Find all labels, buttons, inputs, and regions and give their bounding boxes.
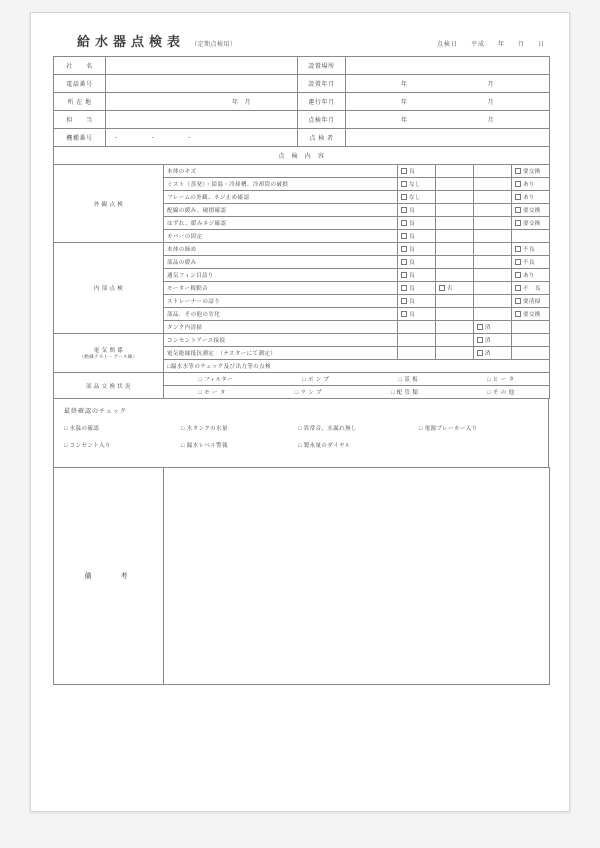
install-date-field[interactable] bbox=[346, 75, 550, 93]
part-option-other[interactable]: □ そ の 他 bbox=[487, 390, 515, 396]
item-label: 通気フィン目詰り bbox=[164, 269, 398, 282]
checkbox-icon[interactable] bbox=[515, 220, 521, 226]
day-unit-label: 日 bbox=[537, 42, 545, 48]
check-blank[interactable] bbox=[474, 217, 512, 230]
check-option-label: 否 bbox=[447, 286, 453, 292]
checkbox-icon[interactable] bbox=[401, 311, 407, 317]
check-blank[interactable] bbox=[398, 347, 436, 360]
part-option-board[interactable]: □ 基 板 bbox=[398, 377, 418, 383]
item-label-wide[interactable]: □漏水水等のチェック及び出力等の点検 bbox=[164, 360, 550, 373]
check-option[interactable] bbox=[398, 295, 436, 308]
check-blank[interactable] bbox=[436, 178, 474, 191]
operation-month-unit: 月 bbox=[487, 100, 495, 106]
check-option[interactable] bbox=[512, 165, 550, 178]
check-year-unit: 年 bbox=[400, 118, 408, 124]
check-option[interactable] bbox=[512, 178, 550, 191]
part-option-pump[interactable]: □ ポ ン プ bbox=[302, 377, 330, 383]
item-label: 配線の緩み、破損確認 bbox=[164, 204, 398, 217]
check-option-label: あり bbox=[523, 195, 535, 201]
address-unit-a: 年 bbox=[231, 100, 239, 106]
check-option[interactable] bbox=[398, 191, 436, 204]
item-label: はずれ、緩みネジ確認 bbox=[164, 217, 398, 230]
check-option-label: あり bbox=[523, 182, 535, 188]
table-row bbox=[54, 243, 550, 256]
part-option-lamp[interactable]: □ ラ ン プ bbox=[294, 390, 322, 396]
parts-row-1[interactable] bbox=[164, 373, 550, 386]
check-blank[interactable] bbox=[436, 321, 474, 334]
check-option[interactable] bbox=[398, 243, 436, 256]
checkbox-icon[interactable] bbox=[401, 246, 407, 252]
final-check-ice-dial[interactable]: □ 製氷量のダイヤル bbox=[298, 443, 351, 449]
item-label: フレームの外観、ネジ止め確認 bbox=[164, 191, 398, 204]
part-option-filter[interactable]: □ フィルター bbox=[198, 377, 234, 383]
check-option[interactable] bbox=[398, 282, 436, 295]
operation-date-label: 運行年月 bbox=[298, 93, 346, 111]
final-checks-row-1 bbox=[64, 424, 538, 432]
check-option-label: 良 bbox=[409, 273, 415, 279]
check-blank[interactable] bbox=[398, 334, 436, 347]
form-header bbox=[53, 31, 549, 56]
install-place-field[interactable] bbox=[346, 57, 550, 75]
check-option-label: 良 bbox=[409, 234, 415, 240]
table-row bbox=[54, 334, 550, 347]
check-option[interactable] bbox=[512, 295, 550, 308]
title-wrap bbox=[77, 31, 237, 50]
check-option-label: 良 bbox=[409, 169, 415, 175]
check-blank[interactable] bbox=[436, 269, 474, 282]
install-year-unit: 年 bbox=[400, 82, 408, 88]
checkbox-icon[interactable] bbox=[515, 168, 521, 174]
check-option[interactable] bbox=[474, 334, 512, 347]
section-bar-label: 点 検 内 容 bbox=[54, 147, 550, 165]
form-sheet bbox=[30, 12, 570, 812]
part-option-motor[interactable]: □ モ ー タ bbox=[198, 390, 226, 396]
check-blank[interactable] bbox=[512, 334, 550, 347]
checkbox-icon[interactable] bbox=[477, 324, 483, 330]
item-label: モーター稼動音 bbox=[164, 282, 398, 295]
check-option-label: 要清掃 bbox=[523, 299, 541, 305]
item-label: 本体の締め bbox=[164, 243, 398, 256]
checkbox-icon[interactable] bbox=[401, 207, 407, 213]
check-option-label: 良 bbox=[409, 260, 415, 266]
operation-year-unit: 年 bbox=[400, 100, 408, 106]
check-option[interactable] bbox=[512, 269, 550, 282]
group-electrical-subtitle: （絶縁テスト・アース線） bbox=[79, 354, 138, 359]
final-checks-row-2 bbox=[64, 441, 538, 449]
check-blank[interactable] bbox=[436, 165, 474, 178]
check-blank[interactable] bbox=[474, 256, 512, 269]
parts-row-2[interactable] bbox=[164, 386, 550, 399]
check-option-label: 要交換 bbox=[523, 169, 541, 175]
check-option[interactable] bbox=[398, 217, 436, 230]
era-label: 平成 bbox=[470, 42, 485, 48]
item-label: ミスト（蒸発）・給湯・冷却槽、冷却筒の破損 bbox=[164, 178, 398, 191]
model-dot-3: - bbox=[188, 134, 191, 141]
group-electrical-title: 電 気 関 係 bbox=[93, 348, 124, 354]
check-option-label: なし bbox=[409, 182, 421, 188]
item-label: 部品の緩み bbox=[164, 256, 398, 269]
check-option-label: 済 bbox=[485, 351, 491, 357]
check-option[interactable] bbox=[398, 308, 436, 321]
check-option[interactable] bbox=[512, 256, 550, 269]
checkbox-icon[interactable] bbox=[515, 194, 521, 200]
address-label: 所 在 地 bbox=[54, 93, 106, 111]
form-inner bbox=[53, 31, 549, 685]
checkbox-icon[interactable] bbox=[401, 298, 407, 304]
month-unit-label: 月 bbox=[517, 42, 525, 48]
check-blank[interactable] bbox=[512, 347, 550, 360]
group-internal-label: 内 部 点 検 bbox=[54, 243, 164, 334]
checkbox-icon[interactable] bbox=[401, 168, 407, 174]
check-option-label: 良 bbox=[409, 208, 415, 214]
check-blank[interactable] bbox=[474, 282, 512, 295]
final-check-outlet-on[interactable]: □ コンセント入り bbox=[64, 443, 111, 449]
year-unit-label: 年 bbox=[497, 42, 505, 48]
item-label: カバーの固定 bbox=[164, 230, 398, 243]
check-option-label: 済 bbox=[485, 325, 491, 331]
table-row bbox=[54, 373, 550, 386]
final-checks-title: 最終確認のチェック bbox=[64, 409, 127, 415]
memo-field[interactable] bbox=[164, 468, 550, 685]
table-row bbox=[54, 468, 550, 685]
check-blank[interactable] bbox=[436, 191, 474, 204]
check-option[interactable] bbox=[512, 308, 550, 321]
install-date-label: 設置年月 bbox=[298, 75, 346, 93]
check-option[interactable] bbox=[474, 321, 512, 334]
check-option-label: 良 bbox=[409, 221, 415, 227]
check-option[interactable] bbox=[398, 204, 436, 217]
checkbox-icon[interactable] bbox=[401, 194, 407, 200]
table-row bbox=[54, 75, 550, 93]
check-option-label: あり bbox=[523, 273, 535, 279]
model-dot-2: - bbox=[151, 134, 155, 141]
checkbox-icon[interactable] bbox=[439, 285, 445, 291]
table-row bbox=[54, 93, 550, 111]
table-row bbox=[54, 147, 550, 165]
check-option-label: 不良 bbox=[523, 247, 535, 253]
check-blank[interactable] bbox=[474, 178, 512, 191]
check-option-label: 要交換 bbox=[523, 208, 541, 214]
check-blank[interactable] bbox=[398, 321, 436, 334]
table-row bbox=[54, 129, 550, 147]
phone-label: 電話番号 bbox=[54, 75, 106, 93]
final-check-breaker-on[interactable]: □ 電源ブレーカー入り bbox=[419, 426, 478, 432]
check-option[interactable] bbox=[512, 243, 550, 256]
model-number-field[interactable] bbox=[106, 129, 298, 147]
group-electrical-label bbox=[54, 334, 164, 373]
checkbox-icon[interactable] bbox=[515, 272, 521, 278]
part-option-heater[interactable]: □ ヒ ー タ bbox=[487, 377, 515, 383]
item-label: 本体のキズ bbox=[164, 165, 398, 178]
inspector-field[interactable] bbox=[346, 129, 550, 147]
check-blank[interactable] bbox=[436, 256, 474, 269]
operation-date-field[interactable] bbox=[346, 93, 550, 111]
checkbox-icon[interactable] bbox=[515, 207, 521, 213]
final-check-no-noise-leak[interactable]: □ 異常音、水漏れ無し bbox=[298, 426, 357, 432]
check-date-field[interactable] bbox=[346, 111, 550, 129]
checkbox-icon[interactable] bbox=[401, 220, 407, 226]
check-blank[interactable] bbox=[474, 308, 512, 321]
check-blank[interactable] bbox=[436, 347, 474, 360]
check-blank[interactable] bbox=[436, 295, 474, 308]
checkbox-icon[interactable] bbox=[401, 272, 407, 278]
final-check-tank-level[interactable]: □ 水タンクの水量 bbox=[181, 426, 228, 432]
check-blank[interactable] bbox=[436, 243, 474, 256]
checkbox-icon[interactable] bbox=[401, 259, 407, 265]
check-blank[interactable] bbox=[512, 230, 550, 243]
model-number-label: 機種番号 bbox=[54, 129, 106, 147]
checkbox-icon[interactable] bbox=[515, 259, 521, 265]
check-option-label: 不 良 bbox=[523, 286, 541, 292]
address-unit-b: 月 bbox=[244, 100, 252, 106]
check-option[interactable] bbox=[398, 178, 436, 191]
check-option-label: 要交換 bbox=[523, 312, 541, 318]
staff-field[interactable] bbox=[106, 111, 298, 129]
staff-label: 担 当 bbox=[54, 111, 106, 129]
check-option[interactable] bbox=[512, 191, 550, 204]
page-subtitle: （定期点検用） bbox=[191, 42, 237, 48]
final-checks-panel bbox=[53, 399, 549, 468]
company-name-field[interactable] bbox=[106, 57, 298, 75]
check-option-label: 良 bbox=[409, 312, 415, 318]
check-blank[interactable] bbox=[474, 269, 512, 282]
check-option[interactable] bbox=[398, 269, 436, 282]
customer-info-table bbox=[53, 56, 550, 165]
item-label: タンク内清掃 bbox=[164, 321, 398, 334]
checkbox-icon[interactable] bbox=[515, 181, 521, 187]
item-label: コンセントアース接続 bbox=[164, 334, 398, 347]
memo-label: 備 考 bbox=[54, 468, 164, 685]
checkbox-icon[interactable] bbox=[477, 337, 483, 343]
date-prefix-label: 点検日 bbox=[436, 42, 458, 48]
checkbox-icon[interactable] bbox=[515, 311, 521, 317]
page-title: 給水器点検表 bbox=[77, 34, 186, 49]
final-check-water-temp[interactable]: □ 水温の確認 bbox=[64, 426, 100, 432]
checkbox-icon[interactable] bbox=[515, 285, 521, 291]
part-option-piping[interactable]: □ 配 管 類 bbox=[391, 390, 419, 396]
check-option-label: 不良 bbox=[523, 260, 535, 266]
check-blank[interactable] bbox=[436, 334, 474, 347]
model-dot-1: - bbox=[115, 134, 118, 141]
final-check-spacer bbox=[419, 441, 538, 449]
inspector-label: 点 検 者 bbox=[298, 129, 346, 147]
check-option[interactable] bbox=[398, 256, 436, 269]
checkbox-icon[interactable] bbox=[401, 285, 407, 291]
final-check-leak-alarm[interactable]: □ 漏水レベル警報 bbox=[181, 443, 228, 449]
install-place-label: 設置場所 bbox=[298, 57, 346, 75]
check-option[interactable] bbox=[398, 165, 436, 178]
table-row bbox=[54, 111, 550, 129]
parts-replacement-label: 部 品 交 換 状 況 bbox=[54, 373, 164, 399]
checkbox-icon[interactable] bbox=[477, 350, 483, 356]
checkbox-icon[interactable] bbox=[515, 298, 521, 304]
check-option-label: 良 bbox=[409, 299, 415, 305]
group-exterior-label: 外 観 点 検 bbox=[54, 165, 164, 243]
check-option[interactable] bbox=[512, 217, 550, 230]
table-row bbox=[54, 165, 550, 178]
item-label: 部品、その他の劣化 bbox=[164, 308, 398, 321]
install-month-unit: 月 bbox=[487, 82, 495, 88]
check-option-label: 良 bbox=[409, 247, 415, 253]
check-blank[interactable] bbox=[474, 295, 512, 308]
item-label: 電気絶縁抵抗測定 （テスターにて測定） bbox=[164, 347, 398, 360]
check-month-unit: 月 bbox=[487, 118, 495, 124]
inspection-table bbox=[53, 164, 550, 399]
check-blank[interactable] bbox=[474, 165, 512, 178]
phone-field[interactable] bbox=[106, 75, 298, 93]
memo-table bbox=[53, 467, 550, 685]
check-blank[interactable] bbox=[436, 217, 474, 230]
check-option[interactable] bbox=[512, 204, 550, 217]
check-blank[interactable] bbox=[436, 308, 474, 321]
check-blank[interactable] bbox=[512, 321, 550, 334]
check-blank[interactable] bbox=[474, 191, 512, 204]
check-option[interactable] bbox=[398, 230, 436, 243]
inspection-date-line bbox=[437, 39, 545, 50]
check-option[interactable] bbox=[512, 282, 550, 295]
check-option[interactable] bbox=[474, 347, 512, 360]
check-option-label: なし bbox=[409, 195, 421, 201]
check-blank[interactable] bbox=[436, 204, 474, 217]
address-field[interactable] bbox=[106, 93, 298, 111]
check-blank[interactable] bbox=[474, 243, 512, 256]
check-option-label: 良 bbox=[409, 286, 415, 292]
check-blank[interactable] bbox=[474, 204, 512, 217]
table-row bbox=[54, 57, 550, 75]
checkbox-icon[interactable] bbox=[401, 181, 407, 187]
check-option-label: 要交換 bbox=[523, 221, 541, 227]
checkbox-icon[interactable] bbox=[401, 233, 407, 239]
check-option[interactable] bbox=[436, 282, 474, 295]
check-date-label: 点検年月 bbox=[298, 111, 346, 129]
check-blank[interactable] bbox=[436, 230, 474, 243]
check-blank[interactable] bbox=[474, 230, 512, 243]
company-name-label: 社 名 bbox=[54, 57, 106, 75]
item-label: ストレーナーの詰り bbox=[164, 295, 398, 308]
checkbox-icon[interactable] bbox=[515, 246, 521, 252]
check-option-label: 済 bbox=[485, 338, 491, 344]
